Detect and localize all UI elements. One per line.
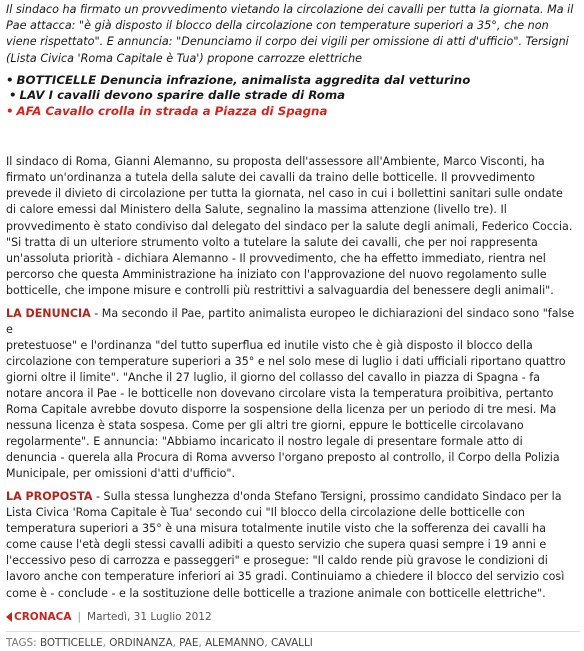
text-line: Il sindaco ha firmato un provvedimento vietando la circolazione dei cavalli per tutta la giornata. Ma il (6, 3, 574, 16)
bullet-icon: • (6, 103, 14, 118)
text-line: denuncia - querela alla Procura di Roma avverso l'organo preposto al controllo, il Corpo della Polizia (6, 451, 560, 465)
text-line: temperatura superiori a 35° è una misura totalmente inutile visto che la sofferenza dei cavalli ha (6, 522, 547, 536)
text-line: Lista Civica 'Roma Capitale è Tua' secondo cui "Il blocco della circolazione delle botticelle con (6, 506, 525, 520)
text-line: percorso che questa Amministrazione ha iniziato con l'approvazione del nuovo regolamento sulle (6, 267, 547, 281)
related-link[interactable] (6, 104, 580, 120)
text-line: Pae attacca: "è già disposto il blocco della circolazione con temperature superiori a 35°, che non (6, 19, 549, 33)
body-paragraph (6, 489, 580, 601)
text-line: viene rispettato". E annuncia: "Denunciamo il corpo dei vigili per omissione di atti d'ufficio". Tersigni (6, 35, 569, 49)
category-link[interactable]: CRONACA (14, 610, 72, 623)
text-line: lavoro anche con temperature inferiori ai 35 gradi. Continuiamo a chiedere il blocco del servizio così (6, 570, 565, 584)
tag-link[interactable]: ALEMANNO (205, 636, 265, 649)
text-line: prevede il divieto di circolazione per tutta la giornata, nel caso in cui i bollettini sanitari sulle ondate (6, 187, 563, 201)
text-line: notare ancora il Pae - le botticelle non dovevano circolare vista la temperatura proibitiva, pertanto (6, 386, 554, 400)
publish-date: Martedì, 31 Luglio 2012 (87, 610, 212, 623)
article-lead (6, 2, 574, 67)
text-line: "Si tratta di un ulteriore strumento volto a tutelare la salute dei cavalli, che per noi rappresenta (6, 235, 538, 249)
paragraph-heading: LA PROPOSTA (6, 490, 93, 504)
text-line: provvedimento è stato condiviso dal delegato del sindaco per la salute degli animali, Federico Coccia. (6, 219, 573, 233)
text-line: regolarmente". E annuncia: "Abbiamo incaricato il nostro legale di presentare formale atto di (6, 435, 523, 449)
related-links (6, 73, 580, 120)
text-line: Il sindaco di Roma, Gianni Alemanno, su proposta dell'assessore all'Ambiente, Marco Visconti, ha (6, 155, 545, 169)
text-line: firmato un'ordinanza a tutela della salute dei cavalli da traino delle botticelle. Il provvedimento (6, 171, 535, 185)
article-meta (6, 609, 580, 625)
tags-label: TAGS: (6, 636, 37, 649)
tag-list: BOTTICELLE, ORDINANZA, PAE, ALEMANNO, CAVALLI (39, 636, 313, 649)
body-paragraph (6, 306, 580, 483)
article-body (6, 154, 580, 601)
text-line: (Lista Civica 'Roma Capitale è Tua') propone carrozze elettriche (6, 51, 363, 65)
divider (6, 631, 580, 632)
text-line: Roma Capitale avrebbe dovuto disporre la sospensione della licenza per un periodo di tre mesi. Ma (6, 403, 557, 417)
text-line: botticelle, che impone misure e controlli più restrittivi a salvaguardia del benessere degli animali". (6, 283, 554, 297)
text-line: circolazione con temperature superiori a 35° e nel solo mese di luglio i dati ufficiali riportano quattro (6, 354, 566, 368)
bullet-icon: • (9, 88, 17, 103)
text-line: l'eccessivo peso di carrozza e passeggeri" e prosegue: "Il caldo rende più gravose le condizioni di (6, 554, 548, 568)
related-link-text[interactable]: LAV I cavalli devono sparire dalle strade di Roma (19, 88, 346, 103)
text-line: - Ma secondo il Pae, partito animalista europeo le dichiarazioni del sindaco sono "false e (6, 306, 575, 336)
text-line: Municipale, per omissioni d'atti d'ufficio". (6, 467, 236, 481)
text-line: come è - conclude - e la sostituzione delle botticelle a trazione animale con botticelle elettriche". (6, 586, 546, 600)
related-link-text[interactable]: AFA Cavallo crolla in strada a Piazza di Spagna (16, 103, 328, 118)
meta-separator: | (77, 610, 82, 623)
text-line: nessuna licenza è stata sospesa. Come per gli altri tre giorni, eppure le botticelle circolavano (6, 419, 524, 433)
bullet-icon: • (6, 72, 14, 87)
related-link-text[interactable]: BOTTICELLE Denuncia infrazione, animalista aggredita dal vetturino (16, 72, 471, 87)
paragraph-heading: LA DENUNCIA (6, 306, 91, 320)
text-line: come cause l'età degli stessi cavalli adibiti a questo servizio che supera quasi sempre i 19 anni e (6, 538, 547, 552)
text-line: giorni oltre il limite". "Anche il 27 luglio, il giorno del collasso del cavallo in piazza di Spagna - fa (6, 370, 541, 384)
text-line: pretestuose" e l'ordinanza "del tutto superflua ed inutile visto che è già disposto il blocco della (6, 338, 533, 352)
category-arrow-icon (6, 612, 12, 622)
article (6, 2, 580, 651)
tag-link[interactable]: BOTTICELLE (39, 636, 103, 649)
tag-link[interactable]: ORDINANZA (109, 636, 173, 649)
body-paragraph (6, 154, 580, 298)
tags-row (6, 635, 580, 651)
text-line: di calore emessi dal Ministero della Salute, segnalino la massima attenzione (livello tre). Il (6, 203, 507, 217)
text-line: - Sulla stessa lunghezza d'onda Stefano Tersigni, prossimo candidato Sindaco per la (92, 490, 562, 504)
tag-link[interactable]: CAVALLI (270, 636, 313, 649)
tag-link[interactable]: PAE (179, 636, 199, 649)
related-link[interactable] (6, 73, 580, 89)
related-link[interactable] (6, 88, 580, 104)
text-line: un'assoluta priorità - dichiara Alemanno - Il provvedimento, che ha effetto immediato, rientra nel (6, 251, 546, 265)
